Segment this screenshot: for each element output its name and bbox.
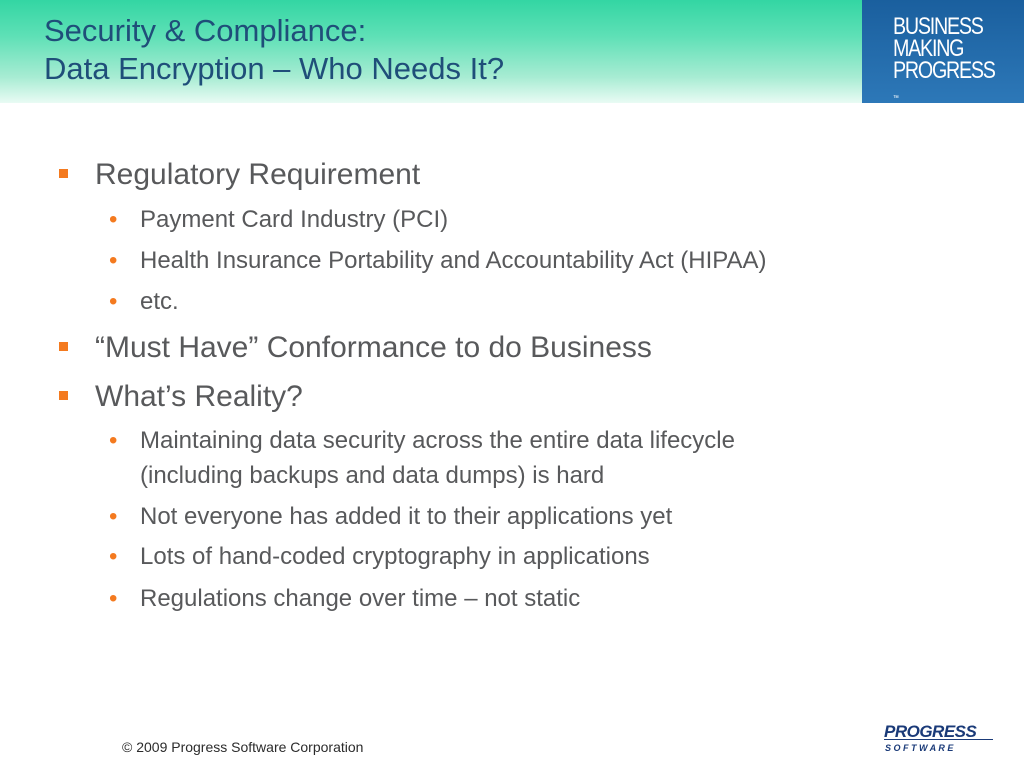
dot-bullet-icon: • [109, 585, 118, 612]
sub-bullet-not-everyone [109, 500, 673, 534]
dot-bullet-icon: • [109, 288, 118, 315]
bullet-must-have-label: “Must Have” Conformance to do Business [95, 331, 652, 364]
slide-title [44, 12, 504, 88]
trademark-mark: ™ [893, 95, 899, 102]
slide-title-line-2: Data Encryption – Who Needs It? [44, 51, 505, 86]
logo-subtitle: S O F T W A R E [885, 743, 954, 753]
sub-bullet-text: Maintaining data security across the entire data lifecycle [140, 427, 735, 454]
sub-bullet-etc [109, 285, 179, 319]
dot-bullet-icon: • [109, 543, 118, 570]
square-bullet-icon [59, 391, 68, 400]
sub-bullet-text: etc. [140, 288, 179, 315]
brand-tagline-line-3 [893, 57, 995, 110]
title-banner [0, 0, 862, 103]
sub-bullet-hipaa [109, 244, 767, 278]
brand-tagline-line-3-text: PROGRESS [893, 57, 995, 84]
dot-bullet-icon: • [109, 503, 118, 530]
sub-bullet-text: Regulations change over time – not static [140, 585, 581, 612]
sub-bullet-text: Payment Card Industry (PCI) [140, 206, 449, 233]
progress-software-logo [882, 720, 997, 754]
bullet-must-have [95, 331, 652, 365]
bullet-reality [95, 380, 303, 414]
sub-bullet-pci [109, 203, 449, 237]
sub-bullet-text: Health Insurance Portability and Accountability Act (HIPAA) [140, 247, 767, 274]
square-bullet-icon [59, 342, 68, 351]
sub-bullet-lifecycle [109, 424, 735, 458]
dot-bullet-icon: • [109, 247, 118, 274]
brand-tagline-line-1: BUSINESS [893, 13, 983, 40]
bullet-reality-label: What’s Reality? [95, 380, 303, 413]
copyright-footer: © 2009 Progress Software Corporation [122, 739, 364, 755]
dot-bullet-icon: • [109, 427, 118, 454]
sub-bullet-hand-coded [109, 540, 650, 574]
sub-bullet-lifecycle-continued [140, 459, 604, 493]
square-bullet-icon [59, 169, 68, 178]
sub-bullet-text: Not everyone has added it to their applications yet [140, 503, 673, 530]
logo-wordmark: PROGRESS [884, 722, 977, 741]
brand-logo-box [862, 0, 1024, 103]
bullet-regulatory [95, 158, 420, 192]
brand-tagline [893, 13, 995, 110]
bullet-regulatory-label: Regulatory Requirement [95, 158, 421, 191]
slide-title-line-1: Security & Compliance: [44, 13, 367, 48]
sub-bullet-text: Lots of hand-coded cryptography in applications [140, 543, 650, 570]
sub-bullet-regulations [109, 582, 581, 616]
dot-bullet-icon: • [109, 206, 118, 233]
brand-tagline-line-2: MAKING [893, 35, 964, 62]
sub-bullet-text: (including backups and data dumps) is hard [140, 462, 605, 489]
